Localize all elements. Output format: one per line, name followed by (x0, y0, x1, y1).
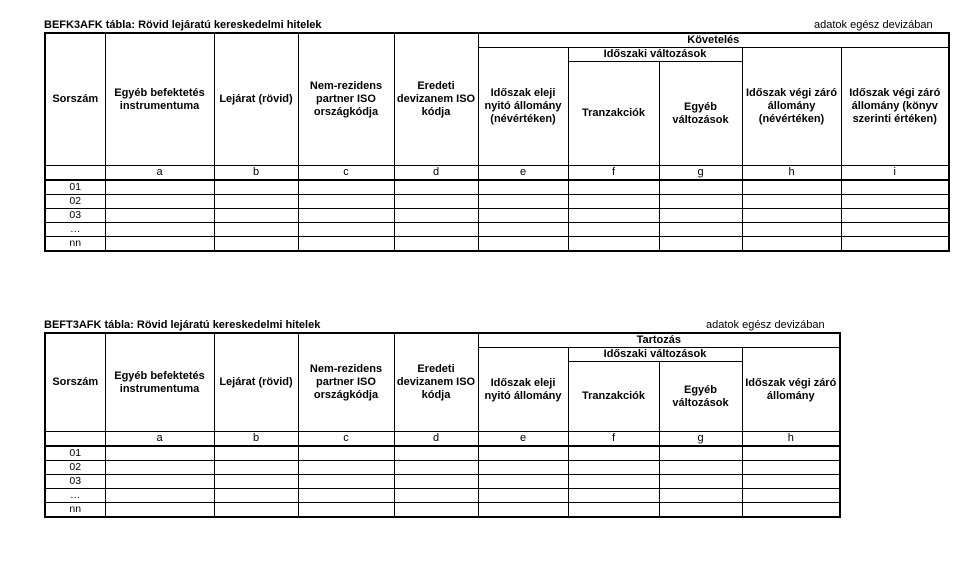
table-row (45, 489, 840, 503)
table2-header-nem-rezidens: Nem-rezidens partner ISO országkódja (298, 333, 394, 432)
table1-header-idoszak-vegi-konyv: Időszak végi záró állomány (könyv szerinti értéken) (841, 48, 949, 166)
table2-letter: g (659, 432, 742, 447)
table2-header-idoszak-eleji: Időszak eleji nyitó állomány (478, 348, 568, 432)
table2-caption: BEFT3AFK tábla: Rövid lejáratú kereskedelmi hitelek (44, 319, 321, 331)
table2-header-egyeb-befektetes: Egyéb befektetés instrumentuma (105, 333, 214, 432)
table-row (45, 209, 949, 223)
table1-header-nem-rezidens: Nem-rezidens partner ISO országkódja (298, 33, 394, 166)
table2-letter: e (478, 432, 568, 447)
table-row (45, 475, 840, 489)
table1-unit-note: adatok egész devizában (814, 19, 933, 31)
table-row (45, 461, 840, 475)
table2-header-idoszak-vegi: Időszak végi záró állomány (742, 348, 840, 432)
table1-letter: i (841, 166, 949, 181)
table1-header-tranzakciok: Tranzakciók (568, 62, 659, 166)
table2-header-egyeb-valtozasok: Egyéb változások (659, 362, 742, 432)
table2-letter: h (742, 432, 840, 447)
row-number: nn (45, 237, 105, 252)
table1-header-egyeb-valtozasok: Egyéb változások (659, 62, 742, 166)
table2-subgroup-header: Időszaki változások (568, 348, 742, 362)
table1-letter: a (105, 166, 214, 181)
table-row (45, 446, 840, 461)
table2-letter: a (105, 432, 214, 447)
table-row (45, 180, 949, 195)
table1-letter: c (298, 166, 394, 181)
table2-group-header: Tartozás (478, 333, 840, 348)
table2-header-sorszam: Sorszám (45, 333, 105, 432)
table1-header-eredeti-devizanem: Eredeti devizanem ISO kódja (394, 33, 478, 166)
row-number: 02 (45, 195, 105, 209)
table2-block (44, 319, 844, 529)
table2-unit-note: adatok egész devizában (706, 319, 825, 331)
table1-header-idoszak-vegi: Időszak végi záró állomány (névértéken) (742, 48, 841, 166)
table-row (45, 223, 949, 237)
table1-header-egyeb-befektetes: Egyéb befektetés instrumentuma (105, 33, 214, 166)
table1-letter: g (659, 166, 742, 181)
table1-block (44, 19, 950, 259)
row-number: 03 (45, 475, 105, 489)
table2-header-lejarat: Lejárat (rövid) (214, 333, 298, 432)
table-row (45, 195, 949, 209)
table2-letter: c (298, 432, 394, 447)
table1-caption: BEFK3AFK tábla: Rövid lejáratú kereskedelmi hitelek (44, 19, 322, 31)
table1-letter: h (742, 166, 841, 181)
row-number: … (45, 223, 105, 237)
table1-letter: e (478, 166, 568, 181)
table-row (45, 503, 840, 518)
table1-grid (44, 32, 950, 252)
table-row (45, 237, 949, 252)
table1-header-lejarat: Lejárat (rövid) (214, 33, 298, 166)
row-number: 01 (45, 446, 105, 461)
table2-letter-row (45, 432, 840, 447)
table2-letter: b (214, 432, 298, 447)
table2-header-eredeti-devizanem: Eredeti devizanem ISO kódja (394, 333, 478, 432)
table1-header-sorszam: Sorszám (45, 33, 105, 166)
row-number: 02 (45, 461, 105, 475)
table2-grid (44, 332, 841, 518)
table1-group-header: Követelés (478, 33, 949, 48)
table1-letter: f (568, 166, 659, 181)
row-number: nn (45, 503, 105, 518)
table1-header-idoszak-eleji: Időszak eleji nyitó állomány (névértéken) (478, 48, 568, 166)
table2-letter: f (568, 432, 659, 447)
table1-letter-row (45, 166, 949, 181)
row-number: 01 (45, 180, 105, 195)
row-number: 03 (45, 209, 105, 223)
table1-letter: d (394, 166, 478, 181)
table1-letter: b (214, 166, 298, 181)
table1-subgroup-header: Időszaki változások (568, 48, 742, 62)
table2-letter: d (394, 432, 478, 447)
table2-header-tranzakciok: Tranzakciók (568, 362, 659, 432)
row-number: … (45, 489, 105, 503)
